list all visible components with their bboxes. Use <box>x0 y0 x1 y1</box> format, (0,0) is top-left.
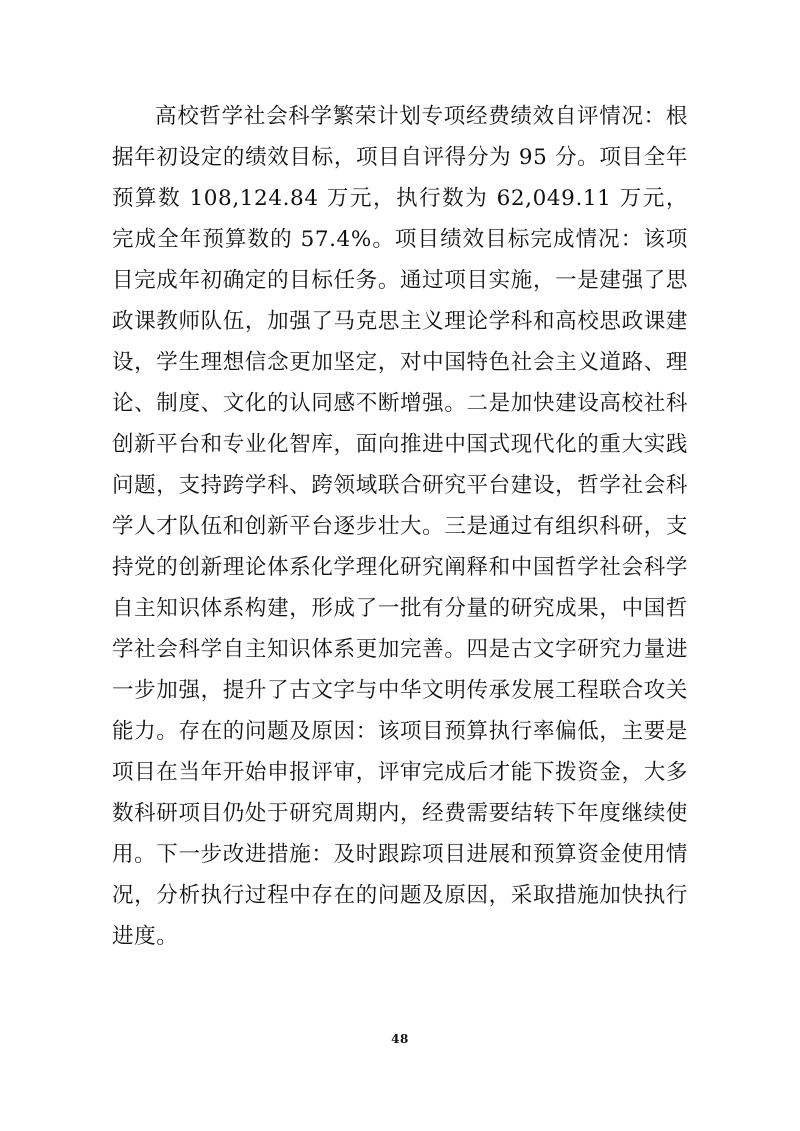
page-number: 48 <box>391 1032 409 1046</box>
page-body <box>112 96 688 957</box>
body-paragraph: 高校哲学社会科学繁荣计划专项经费绩效自评情况：根据年初设定的绩效目标，项目自评得分为 95 分。项目全年预算数 108,124.84 万元，执行数为 62,049.11 万元，完成全年预算数的 57.4%。项目绩效目标完成情况：该项目完成年初确定的目标任务。通过项目实施，一是建强了思政课教师队伍，加强了马克思主义理论学科和高校思政课建设，学生理想信念更加坚定，对中国特色社会主义道路、理论、制度、文化的认同感不断增强。二是加快建设高校社科创新平台和专业化智库，面向推进中国式现代化的重大实践问题，支持跨学科、跨领域联合研究平台建设，哲学社会科学人才队伍和创新平台逐步壮大。三是通过有组织科研，支持党的创新理论体系化学理化研究阐释和中国哲学社会科学自主知识体系构建，形成了一批有分量的研究成果，中国哲学社会科学自主知识体系更加完善。四是古文字研究力量进一步加强，提升了古文字与中华文明传承发展工程联合攻关能力。存在的问题及原因：该项目预算执行率偏低，主要是项目在当年开始申报评审，评审完成后才能下拨资金，大多数科研项目仍处于研究周期内，经费需要结转下年度继续使用。下一步改进措施：及时跟踪项目进展和预算资金使用情况，分析执行过程中存在的问题及原因，采取措施加快执行进度。 <box>112 104 688 949</box>
